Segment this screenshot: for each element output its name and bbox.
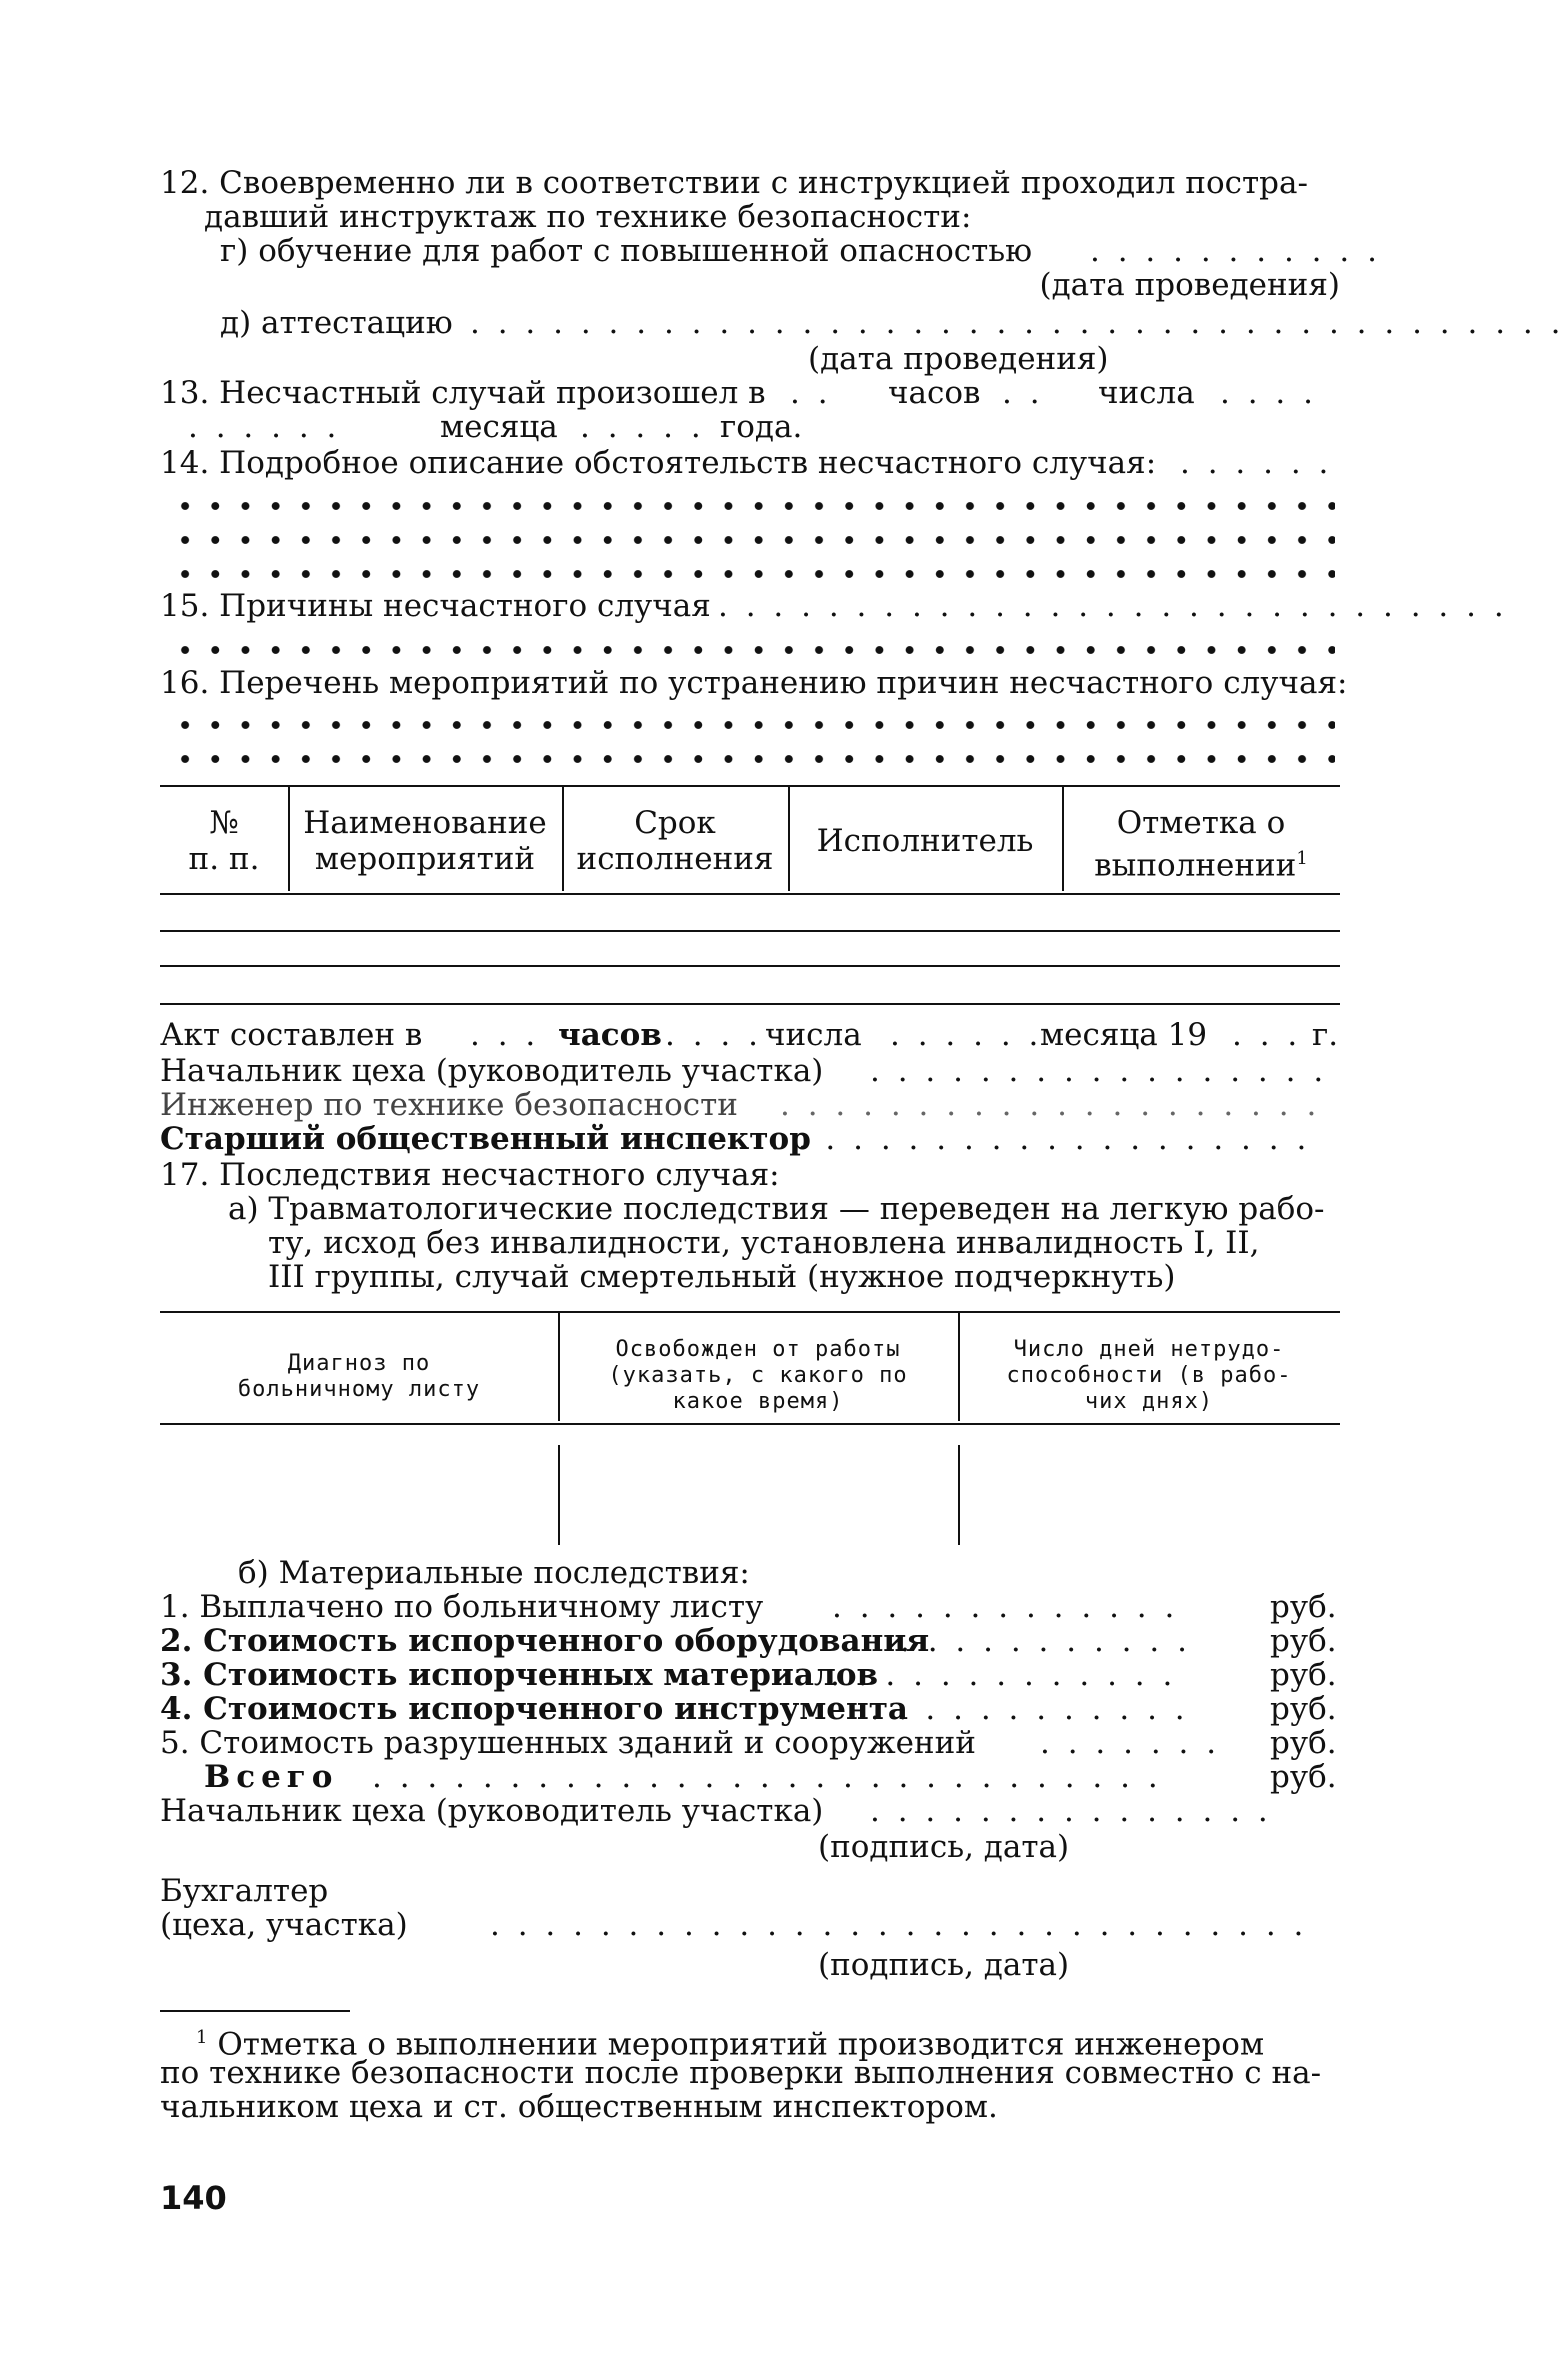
material-currency-total: руб. <box>1270 1759 1337 1795</box>
sign-note-2: (подпись, дата) <box>818 1947 1070 1983</box>
sign-note-1: (подпись, дата) <box>818 1829 1070 1865</box>
act-engineer: Инженер по технике безопасности <box>160 1087 738 1123</box>
diag-table-header-rule <box>160 1423 1340 1425</box>
q14-dots-row3 <box>170 565 1335 583</box>
q17-a-line3: III группы, случай смертельный (нужное подчеркнуть) <box>268 1259 1176 1295</box>
material-item-1: 1. Выплачено по больничному листу <box>160 1589 764 1625</box>
col-header-term: Срок исполнения <box>576 805 774 877</box>
material-item-5: 5. Стоимость разрушенных зданий и сооружений <box>160 1725 976 1761</box>
q13-month: месяца <box>440 409 558 445</box>
material-currency-2: руб. <box>1270 1623 1337 1659</box>
col-header-executor: Исполнитель <box>816 823 1034 859</box>
measures-table-row2 <box>160 965 1340 967</box>
material-currency-1: руб. <box>1270 1589 1337 1625</box>
measures-table-top-rule <box>160 785 1340 787</box>
col-header-name: Наименование мероприятий <box>303 805 547 877</box>
q16-text: 16. Перечень мероприятий по устранению причин несчастного случая: <box>160 665 1348 701</box>
material-item-3: 3. Стоимость испорченных материалов <box>160 1657 879 1693</box>
page-number: 140 <box>160 2179 227 2217</box>
sign-accountant-l1: Бухгалтер <box>160 1873 329 1909</box>
q14-dots-row1 <box>170 497 1335 515</box>
material-total: Всего <box>204 1759 339 1795</box>
act-hours: часов <box>558 1017 662 1053</box>
diag-col2-header: Освобожден от работы (указать, с какого по какое время) <box>608 1337 908 1414</box>
q12-d-dots: . . . . . . . . . . . . . . . . . . . . . . . . . . . . . . . . . . . . . . . . <box>470 305 1564 341</box>
q12-g-dots: . . . . . . . . . . . <box>1090 233 1381 269</box>
col-header-mark: Отметка о выполнении$^1$ <box>1094 805 1308 884</box>
q13-day: числа <box>1098 375 1195 411</box>
footnote-line3: чальником цеха и ст. общественным инспектором. <box>160 2089 998 2125</box>
footnote-line2: по технике безопасности после проверки выполнения совместно с на- <box>160 2055 1322 2091</box>
q17-a-line2: ту, исход без инвалидности, установлена инвалидность I, II, <box>268 1225 1260 1261</box>
material-currency-3: руб. <box>1270 1657 1337 1693</box>
measures-table-row1 <box>160 930 1340 932</box>
diag-table-top-rule <box>160 1311 1340 1313</box>
q13-prefix: 13. Несчастный случай произошел в <box>160 375 766 411</box>
sign-accountant-l2: (цеха, участка) <box>160 1907 408 1943</box>
col-header-num: № п. п. <box>188 805 260 877</box>
q17-title: 17. Последствия несчастного случая: <box>160 1157 780 1193</box>
measures-table-header-rule <box>160 893 1340 895</box>
q13-year: года. <box>720 409 803 445</box>
material-currency-4: руб. <box>1270 1691 1337 1727</box>
material-item-2: 2. Стоимость испорченного оборудования <box>160 1623 930 1659</box>
q15-dots-row1 <box>170 641 1335 659</box>
q13-hours: часов <box>888 375 981 411</box>
q12-item-d: д) аттестацию <box>220 305 453 341</box>
q12-line1: 12. Своевременно ли в соответствии с инструкцией проходил постра- <box>160 165 1308 201</box>
q16-dots-row1 <box>170 716 1335 734</box>
act-day: числа <box>765 1017 862 1053</box>
q12-note-g: (дата проведения) <box>1039 267 1340 303</box>
material-item-4: 4. Стоимость испорченного инструмента <box>160 1691 908 1727</box>
material-title: б) Материальные последствия: <box>238 1555 750 1591</box>
sign-chief: Начальник цеха (руководитель участка) <box>160 1793 824 1829</box>
footnote-ref: 1 <box>1296 848 1308 869</box>
act-chief: Начальник цеха (руководитель участка) <box>160 1053 824 1089</box>
act-year: г. <box>1312 1017 1339 1053</box>
q12-item-g: г) обучение для работ с повышенной опасностью <box>220 233 1033 269</box>
act-made: Акт составлен в <box>160 1017 423 1053</box>
measures-table-row3 <box>160 1003 1340 1005</box>
q16-dots-row2 <box>170 750 1335 768</box>
diag-col1-header: Диагноз по больничному листу <box>237 1351 481 1402</box>
footnote-rule <box>160 2010 350 2012</box>
material-currency-5: руб. <box>1270 1725 1337 1761</box>
q14-text: 14. Подробное описание обстоятельств несчастного случая: <box>160 445 1157 481</box>
footnote-line1: $^1$ Отметка о выполнении мероприятий производится инженером <box>196 2026 1265 2063</box>
act-month: месяца 19 <box>1040 1017 1208 1053</box>
act-inspector: Старший общественный инспектор <box>160 1121 811 1157</box>
diag-col3-header: Число дней нетрудо- способности (в рабо- чих днях) <box>1006 1337 1292 1414</box>
q12-line2: давший инструктаж по технике безопасности: <box>204 199 972 235</box>
q17-a-line1: а) Травматологические последствия — переведен на легкую рабо- <box>228 1191 1325 1227</box>
q12-note-d: (дата проведения) <box>808 341 1109 377</box>
q15-text: 15. Причины несчастного случая <box>160 588 711 624</box>
q14-dots-row2 <box>170 531 1335 549</box>
